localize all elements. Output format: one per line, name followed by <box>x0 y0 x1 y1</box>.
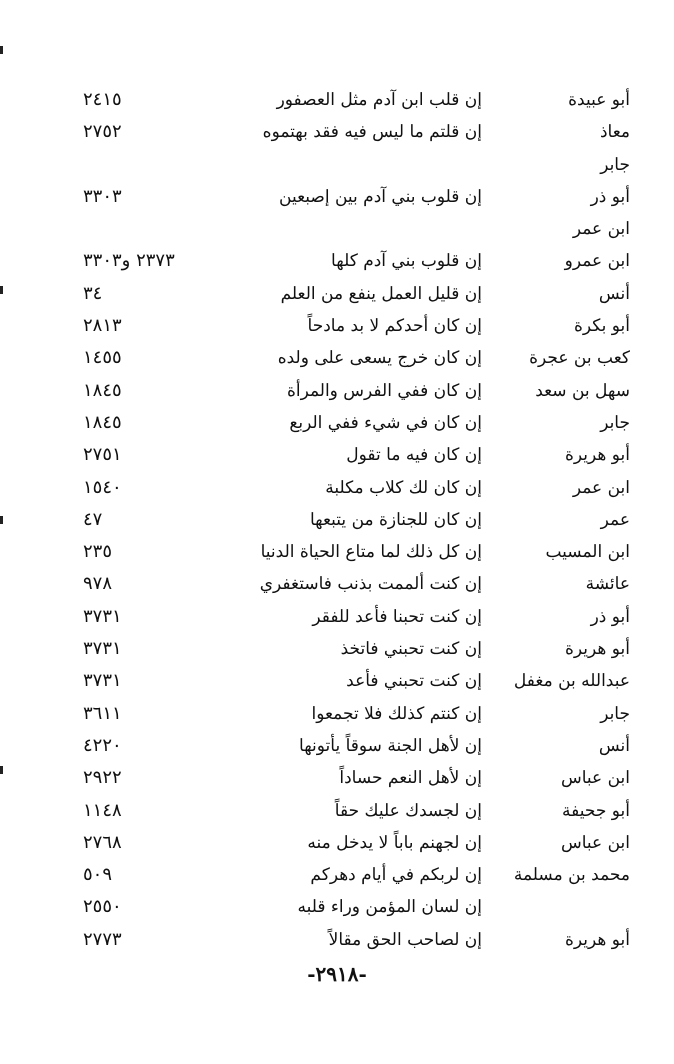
index-row <box>83 84 630 116</box>
index-row <box>90 213 630 245</box>
index-row <box>83 891 630 923</box>
hadith-incipit: إن لصاحب الحق مقالاً <box>328 929 482 950</box>
hadith-incipit: إن كل ذلك لما متاع الحياة الدنيا <box>260 542 482 563</box>
hadith-reference-number: ٥٠٩ <box>83 864 113 886</box>
index-row <box>83 762 630 794</box>
index-row <box>90 149 630 181</box>
hadith-reference-number: ١١٤٨ <box>83 799 122 821</box>
narrator-name: ابن عمر <box>572 219 630 240</box>
hadith-incipit: إن كان للجنازة من يتبعها <box>309 509 482 530</box>
index-row <box>83 245 630 277</box>
hadith-index-table <box>83 84 630 956</box>
hadith-reference-number: ٣٣٠٣ <box>83 185 122 207</box>
narrator-name: جابر <box>600 154 630 175</box>
hadith-reference-number: ٢٨١٣ <box>83 315 122 337</box>
hadith-reference-number: ٤٧ <box>83 508 103 530</box>
narrator-name: أبو هريرة <box>564 639 630 660</box>
index-row <box>83 342 630 374</box>
hadith-incipit: إن كان ففي الفرس والمرأة <box>286 380 482 401</box>
hadith-incipit: إن قلوب بني آدم بين إصبعين <box>279 186 482 207</box>
hadith-incipit: إن كنت تحبني فأعد <box>346 671 482 692</box>
hadith-reference-number: ٢٥٥٠ <box>83 896 122 918</box>
hadith-reference-number: ٣٧٣١ <box>83 670 122 692</box>
narrator-name: كعب بن عجرة <box>529 348 630 369</box>
hadith-reference-number: ١٥٤٠ <box>83 476 122 498</box>
index-row <box>83 859 630 891</box>
hadith-reference-number: ٣٧٣١ <box>83 605 122 627</box>
hadith-incipit: إن كنتم كذلك فلا تجمعوا <box>311 703 482 724</box>
index-row <box>83 698 630 730</box>
hadith-reference-number: ٢٧٥١ <box>83 444 122 466</box>
hadith-reference-number: ٩٧٨ <box>83 573 113 595</box>
index-row <box>83 827 630 859</box>
narrator-name: معاذ <box>599 122 630 143</box>
hadith-incipit: إن كان خرج يسعى على ولده <box>277 348 482 369</box>
index-row <box>83 924 630 956</box>
hadith-reference-number: ٢٣٧٣ و٣٣٠٣ <box>83 250 175 272</box>
hadith-reference-number: ٢٤١٥ <box>83 89 122 110</box>
narrator-name: أنس <box>598 283 630 304</box>
scan-edge-mark <box>0 46 3 54</box>
hadith-reference-number: ٢٧٦٨ <box>83 831 122 853</box>
narrator-name: سهل بن سعد <box>535 380 630 401</box>
scan-edge-mark <box>0 516 3 524</box>
index-row <box>83 504 630 536</box>
narrator-name: ابن عمر <box>572 477 630 498</box>
hadith-reference-number: ١٨٤٥ <box>83 379 122 401</box>
index-row <box>83 601 630 633</box>
hadith-reference-number: ٢٩٢٢ <box>83 767 122 789</box>
index-row <box>83 795 630 827</box>
narrator-name: جابر <box>600 703 630 724</box>
hadith-incipit: إن قلتم ما ليس فيه فقد بهتموه <box>262 122 482 143</box>
narrator-name: أبو هريرة <box>564 445 630 466</box>
narrator-name: جابر <box>600 412 630 433</box>
page-number: -٢٩١٨- <box>307 962 367 986</box>
index-row <box>83 310 630 342</box>
narrator-name: ابن عباس <box>560 832 630 853</box>
scan-edge-mark <box>0 286 3 294</box>
narrator-name: ابن عمرو <box>564 251 630 272</box>
narrator-name: أنس <box>598 735 630 756</box>
hadith-incipit: إن لجهنم باباً لا يدخل منه <box>307 832 482 853</box>
hadith-incipit: إن كان لك كلاب مكلبة <box>325 477 482 498</box>
hadith-reference-number: ٢٣٥ <box>83 541 113 563</box>
index-row <box>83 116 630 148</box>
narrator-name: أبو بكرة <box>573 316 630 337</box>
narrator-name: أبو عبيدة <box>568 90 630 110</box>
index-row <box>83 181 630 213</box>
hadith-incipit: إن كنت تحبنا فأعد للفقر <box>312 606 482 627</box>
index-row <box>83 536 630 568</box>
hadith-reference-number: ١٨٤٥ <box>83 411 122 433</box>
narrator-name: عائشة <box>585 574 630 595</box>
hadith-incipit: إن كان فيه ما تقول <box>346 445 482 466</box>
narrator-name: عبدالله بن مغفل <box>513 671 630 692</box>
hadith-reference-number: ١٤٥٥ <box>83 347 122 369</box>
hadith-reference-number: ٢٧٥٢ <box>83 121 122 143</box>
hadith-incipit: إن قلب ابن آدم مثل العصفور <box>276 90 482 110</box>
hadith-incipit: إن كان في شيء ففي الربع <box>289 412 482 433</box>
narrator-name: أبو ذر <box>590 186 630 207</box>
hadith-incipit: إن قليل العمل ينفع من العلم <box>280 283 482 304</box>
hadith-incipit: إن قلوب بني آدم كلها <box>331 251 482 272</box>
hadith-incipit: إن لجسدك عليك حقاً <box>334 800 482 821</box>
hadith-reference-number: ٣٦١١ <box>83 702 122 724</box>
index-row <box>83 439 630 471</box>
narrator-name: ابن المسيب <box>545 542 630 563</box>
narrator-name: ابن عباس <box>560 768 630 789</box>
index-row <box>83 278 630 310</box>
index-row <box>83 472 630 504</box>
hadith-incipit: إن لأهل النعم حساداً <box>339 768 482 789</box>
narrator-name: عمر <box>600 509 630 530</box>
hadith-reference-number: ٣٤ <box>83 282 103 304</box>
narrator-name: أبو هريرة <box>564 929 630 950</box>
hadith-incipit: إن لأهل الجنة سوقاً يأتونها <box>299 735 482 756</box>
index-row <box>83 665 630 697</box>
narrator-name: محمد بن مسلمة <box>513 865 630 886</box>
hadith-incipit: إن كان أحدكم لا بد مادحاً <box>307 316 482 337</box>
narrator-name: أبو ذر <box>590 606 630 627</box>
index-row <box>83 633 630 665</box>
index-row <box>83 730 630 762</box>
hadith-incipit: إن لربكم في أيام دهركم <box>310 865 482 886</box>
index-row <box>83 407 630 439</box>
index-row <box>83 568 630 600</box>
scan-edge-mark <box>0 766 3 774</box>
hadith-incipit: إن كنت ألممت بذنب فاستغفري <box>259 574 482 595</box>
narrator-name: أبو جحيفة <box>562 800 630 821</box>
hadith-incipit: إن كنت تحبني فاتخذ <box>340 639 482 660</box>
hadith-reference-number: ٤٢٢٠ <box>83 734 122 756</box>
hadith-incipit: إن لسان المؤمن وراء قلبه <box>297 897 482 918</box>
hadith-reference-number: ٣٧٣١ <box>83 638 122 660</box>
hadith-reference-number: ٢٧٧٣ <box>83 928 122 950</box>
index-row <box>83 375 630 407</box>
